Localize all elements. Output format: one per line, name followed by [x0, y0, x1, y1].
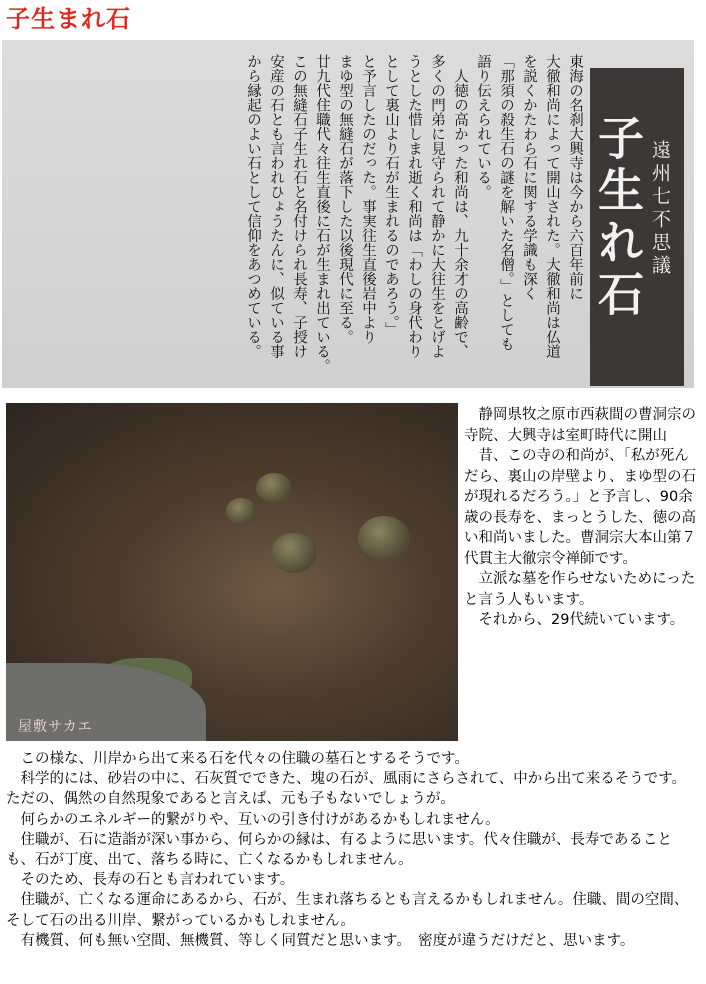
rock-shape: [226, 498, 256, 524]
rock-shape: [358, 516, 410, 560]
sign-column: と予言したのだった。事実往生直後岩中より: [360, 54, 376, 344]
side-paragraph: それから、29代続いています。: [464, 612, 685, 628]
sign-column: から縁起のよい石として信仰をあつめている。: [245, 54, 261, 359]
sign-column: 多くの門弟に見守られて静かに大往生をとげよ: [429, 54, 445, 359]
sign-column: まゆ型の無縫石が落下した以後現代に至る。: [337, 54, 353, 344]
sign-column: 語り伝えられている。: [475, 54, 491, 199]
side-paragraph: 昔、この寺の和尚が、「私が死んだら、裏山の岸壁より、まゆ型の石が現れるだろう。」と予言し、90余歳の長寿を、まっとうした、徳の高い和尚いました。曹洞宗大本山第７代貫主大徹宗令禅師です。: [464, 448, 696, 567]
sign-column: 大徹和尚によって開山された。大徹和尚は仏道: [544, 54, 560, 359]
sign-plaque: [590, 68, 684, 386]
side-paragraph: 静岡県牧之原市西萩間の曹洞宗の寺院、大興寺は室町時代に開山: [464, 407, 696, 444]
body-paragraph: 科学的には、砂岩の中に、石灰質でできた、塊の石が、風雨にさらされて、中から出て来るそうです。ただの、偶然の自然現象であると言えば、元も子もないでしょうが。: [6, 771, 687, 808]
rock-shape: [271, 533, 317, 573]
body-paragraph: そのため、長寿の石とも言われています。: [6, 872, 295, 889]
plaque-title: 子生れ石: [591, 114, 645, 322]
sign-column: 「那須の殺生石の謎を解いた名僧。」としても: [498, 54, 514, 352]
sign-column: 廿九代住職代々往生直後に石が生まれ出ている。: [314, 54, 330, 373]
body-text: [6, 749, 700, 951]
photo-watermark: 屋敷サカエ: [18, 719, 93, 735]
body-paragraph: 住職が、石に造詣が深い事から、何らかの縁は、有るように思います。代々住職が、長寿であることも、石が丁度、出て、落ちる時に、亡くなるかもしれません。: [6, 831, 672, 869]
page-title: 子生まれ石: [6, 5, 131, 33]
body-paragraph: 有機質、何も無い空間、無機質、等しく同質だと思います。 密度が違うだけだと、思います。: [6, 932, 635, 949]
plaque-subtitle: 遠州七不思議: [649, 140, 671, 278]
body-paragraph: 何らかのエネルギー的繋がりや、互いの引き付けがあるかもしれません。: [6, 811, 500, 828]
side-description: [464, 405, 700, 631]
sign-text-columns: [241, 40, 586, 388]
sign-column: 東海の名刹大興寺は今から六百年前に: [567, 54, 583, 301]
sign-board-image: [2, 40, 694, 388]
sign-column: 安産の石とも言われひょうたんに、似ている事: [268, 54, 284, 359]
rock-shape: [256, 473, 292, 503]
body-paragraph: 住職が、亡くなる運命にあるから、石が、生まれ落ちるとも言えるかもしれません。住職、間の空間、そして石の出る川岸、繋がっているかもしれません。: [6, 892, 689, 929]
sign-column: として裏山より石が生まれるのであろう。」: [383, 54, 399, 337]
side-paragraph: 立派な墓を作らせないためにったと言う人もいます。: [464, 571, 696, 608]
body-paragraph: この様な、川岸から出て来る石を代々の住職の墓石とするそうです。: [6, 751, 469, 767]
sign-column: 人徳の高かった和尚は、九十余才の高齢で、: [452, 54, 468, 359]
sign-column: この無縫石子生れ石と名付けられ長寿、子授け: [291, 54, 307, 359]
sign-column: を説くかたわら石に関する学識も深く: [521, 54, 537, 301]
sign-column: うとした惜しまれ逝く和尚は「わしの身代わり: [406, 54, 422, 359]
riverbank-rock-photo: [6, 403, 458, 741]
